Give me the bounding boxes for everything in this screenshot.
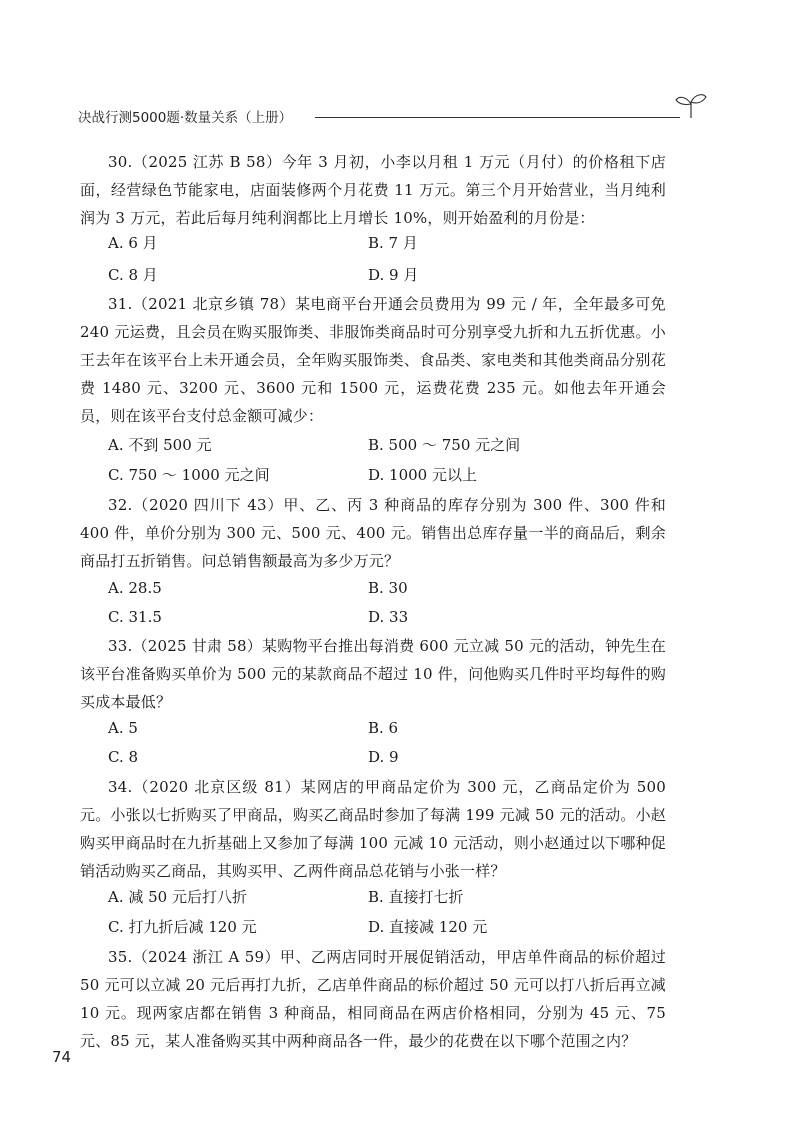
question-34 [80, 773, 666, 885]
option-a: A. 28.5 [108, 579, 162, 597]
option-d: D. 1000 元以上 [368, 466, 477, 484]
question-text: 30.（2025 江苏 B 58）今年 3 月初，小李以月租 1 万元（月付）的价格租下店面，经营绿色节能家电，店面装修两个月花费 11 万元。第三个月开始营业，当月纯利润为 3 万元，若此后每月纯利润都比上月增长 10%，则开始盈利的月份是： [80, 153, 666, 227]
option-b: B. 直接打七折 [368, 888, 464, 906]
option-d: D. 33 [368, 608, 409, 626]
question-text: 32.（2020 四川下 43）甲、乙、丙 3 种商品的库存分别为 300 件、300 件和 400 件，单价分别为 300 元、500 元、400 元。销售出总库存量一半的商品后，剩余商品打五折销售。问总销售额最高为多少万元？ [80, 496, 666, 570]
option-b: B. 6 [368, 719, 399, 737]
page-header [78, 100, 718, 130]
page-number: 74 [52, 1048, 72, 1066]
question-text: 34.（2020 北京区级 81）某网店的甲商品定价为 300 元，乙商品定价为 500 元。小张以七折购买了甲商品，购买乙商品时参加了每满 199 元减 50 元的活动。小赵购买甲商品时在九折基础上又参加了每满 100 元减 10 元活动，则小赵通过以下哪种促销活动购买乙商品，其购买甲、乙两件商品总花销与小张一样？ [80, 778, 666, 880]
option-b: B. 7 月 [368, 234, 418, 252]
question-text: 33.（2025 甘肃 58）某购物平台推出每消费 600 元立减 50 元的活动，钟先生在该平台准备购买单价为 500 元的某款商品不超过 10 件，问他购买几件时平均每件的购买成本最低？ [80, 637, 666, 711]
option-a: A. 不到 500 元 [108, 436, 212, 454]
option-a: A. 6 月 [108, 234, 158, 252]
question-text: 31.（2021 北京乡镇 78）某电商平台开通会员费用为 99 元 / 年，全年最多可免 240 元运费，且会员在购买服饰类、非服饰类商品时可分别享受九折和九五折优惠。小王去年在该平台上未开通会员，全年购买服饰类、食品类、家电类和其他类商品分别花费 1480 元、3200 元、3600 元和 1500 元，运费花费 235 元。如他去年开通会员，则在该平台支付总金额可减少： [80, 295, 666, 425]
option-b: B. 500 ～ 750 元之间 [368, 436, 521, 454]
option-c: C. 8 [108, 748, 139, 766]
question-30 [80, 148, 666, 232]
option-c: C. 31.5 [108, 608, 162, 626]
question-33 [80, 632, 666, 716]
option-c: C. 750 ～ 1000 元之间 [108, 466, 270, 484]
option-c: C. 8 月 [108, 266, 158, 284]
book-title: 决战行测5000题·数量关系（上册） [78, 110, 293, 126]
option-d: D. 9 月 [368, 266, 419, 284]
option-d: D. 9 [368, 748, 399, 766]
question-31 [80, 290, 666, 430]
option-d: D. 直接减 120 元 [368, 918, 488, 936]
option-a: A. 减 50 元后打八折 [108, 888, 247, 906]
sprout-icon [674, 92, 708, 120]
question-35 [80, 943, 666, 1055]
option-a: A. 5 [108, 719, 138, 737]
question-32 [80, 491, 666, 575]
option-c: C. 打九折后减 120 元 [108, 918, 257, 936]
header-rule [315, 117, 680, 118]
question-text: 35.（2024 浙江 A 59）甲、乙两店同时开展促销活动，甲店单件商品的标价超过 50 元可以立减 20 元后再打九折，乙店单件商品的标价超过 50 元可以打八折后再立减 10 元。现两家店都在销售 3 种商品，相同商品在两店价格相同，分别为 45 元、75 元、85 元，某人准备购买其中两种商品各一件，最少的花费在以下哪个范围之内？ [80, 948, 666, 1050]
option-b: B. 30 [368, 579, 408, 597]
